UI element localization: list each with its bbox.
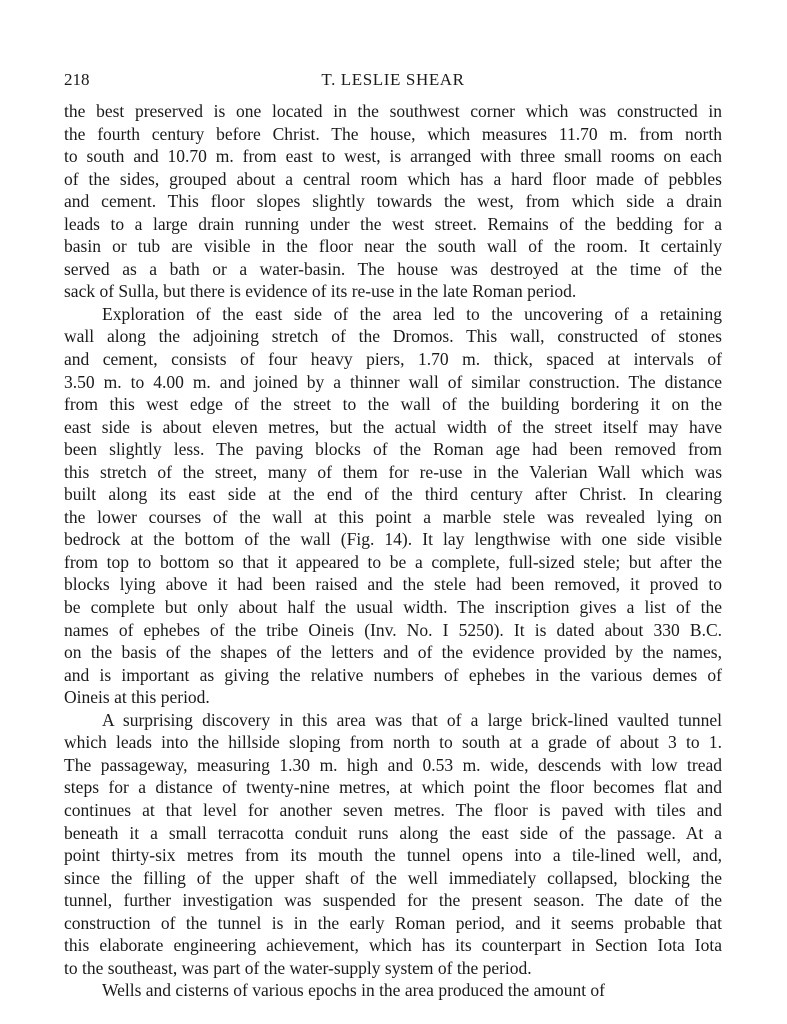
text-line: from this west edge of the street to the wall of the building bordering it on the <box>64 394 722 415</box>
text-line: leads to a large drain running under the west street. Remains of the bedding for a <box>64 213 722 234</box>
text-line: sack of Sulla, but there is evidence of its re-use in the late Roman period. <box>64 281 577 302</box>
text-line: and is important as giving the relative numbers of ephebes in the various demes of <box>64 664 722 685</box>
text-line: construction of the tunnel is in the early Roman period, and it seems probable that <box>64 912 722 933</box>
text-line: the fourth century before Christ. The house, which measures 11.70 m. from north <box>64 123 722 144</box>
text-line: since the filling of the upper shaft of the well immediately collapsed, blocking the <box>64 867 722 888</box>
text-line: A surprising discovery in this area was that of a large brick-lined vaulted tunnel <box>102 709 722 730</box>
text-line: bedrock at the bottom of the wall (Fig. 14). It lay lengthwise with one side visible <box>64 529 722 550</box>
text-line: 3.50 m. to 4.00 m. and joined by a thinner wall of similar construction. The distance <box>64 371 722 392</box>
text-line: built along its east side at the end of the third century after Christ. In clearing <box>64 484 722 505</box>
text-line: beneath it a small terracotta conduit runs along the east side of the passage. At a <box>64 822 722 843</box>
paragraph <box>64 709 722 980</box>
text-line: to south and 10.70 m. from east to west, is arranged with three small rooms on each <box>64 146 722 167</box>
text-line: continues at that level for another seven metres. The floor is paved with tiles and <box>64 799 722 820</box>
text-line: and cement, consists of four heavy piers, 1.70 m. thick, spaced at intervals of <box>64 349 722 370</box>
text-line: this elaborate engineering achievement, which has its counterpart in Section Iota Iota <box>64 935 722 956</box>
text-line: steps for a distance of twenty-nine metres, at which point the floor becomes flat and <box>64 777 722 798</box>
text-line: to the southeast, was part of the water-supply system of the period. <box>64 957 532 978</box>
text-line: served as a bath or a water-basin. The house was destroyed at the time of the <box>64 258 722 279</box>
paragraph <box>64 100 722 303</box>
text-line: basin or tub are visible in the floor near the south wall of the room. It certainly <box>64 236 722 257</box>
text-line: on the basis of the shapes of the letters and of the evidence provided by the names, <box>64 642 722 663</box>
body-text <box>64 100 722 1002</box>
text-line: The passageway, measuring 1.30 m. high and 0.53 m. wide, descends with low tread <box>64 754 722 775</box>
text-line: blocks lying above it had been raised and the stele had been removed, it proved to <box>64 574 722 595</box>
text-line: and cement. This floor slopes slightly towards the west, from which side a drain <box>64 191 722 212</box>
text-line: names of ephebes of the tribe Oineis (Inv. No. I 5250). It is dated about 330 B.C. <box>64 619 722 640</box>
text-line: from top to bottom so that it appeared to be a complete, full-sized stele; but after the <box>64 551 722 572</box>
paragraph <box>64 303 722 709</box>
text-line: the best preserved is one located in the southwest corner which was constructed in <box>64 101 722 121</box>
text-line: point thirty-six metres from its mouth the tunnel opens into a tile-lined well, and, <box>64 845 722 866</box>
text-line: be complete but only about half the usual width. The inscription gives a list of the <box>64 597 722 618</box>
text-line: of the sides, grouped about a central room which has a hard floor made of pebbles <box>64 168 722 189</box>
text-line: which leads into the hillside sloping from north to south at a grade of about 3 to 1. <box>64 732 722 753</box>
text-line: Wells and cisterns of various epochs in the area produced the amount of <box>102 980 606 1001</box>
page-header <box>64 68 722 92</box>
text-line: been slightly less. The paving blocks of the Roman age had been removed from <box>64 439 722 460</box>
text-line: the lower courses of the wall at this point a marble stele was revealed lying on <box>64 506 722 527</box>
text-line: Oineis at this period. <box>64 687 210 708</box>
text-line: this stretch of the street, many of them for re-use in the Valerian Wall which was <box>64 461 722 482</box>
running-head: T. LESLIE SHEAR <box>321 70 465 89</box>
text-line: east side is about eleven metres, but the actual width of the street itself may have <box>64 416 722 437</box>
paragraph <box>64 979 722 1002</box>
page-number: 218 <box>64 70 90 89</box>
text-line: wall along the adjoining stretch of the Dromos. This wall, constructed of stones <box>64 326 722 347</box>
text-line: Exploration of the east side of the area led to the uncovering of a retaining <box>102 303 722 324</box>
text-line: tunnel, further investigation was suspended for the present season. The date of the <box>64 890 722 911</box>
